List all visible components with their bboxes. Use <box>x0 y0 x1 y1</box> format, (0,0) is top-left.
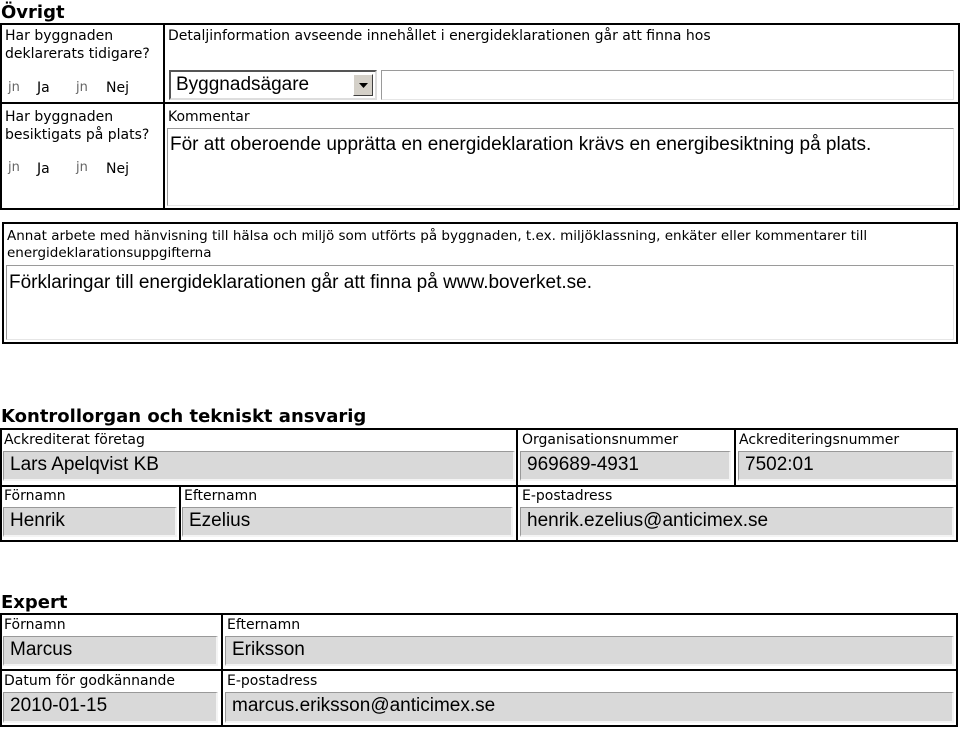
expert-firstname-label: Förnamn <box>4 617 66 633</box>
divider-horizontal <box>0 485 958 487</box>
source-select-value: Byggnadsägare <box>176 74 310 95</box>
question-declared-before-line2: deklarerats tidigare? <box>5 46 150 62</box>
other-work-text: Förklaringar till energideklarationen går att finna på www.boverket.se. <box>9 272 592 293</box>
radio-icon: jn <box>8 80 20 95</box>
firstname-label: Förnamn <box>4 488 66 504</box>
radio-inspected-no[interactable] <box>76 160 88 175</box>
expert-date-label: Datum för godkännande <box>4 673 175 689</box>
other-work-field[interactable] <box>6 265 954 340</box>
email-field[interactable]: henrik.ezelius@anticimex.se <box>520 507 954 537</box>
divider-horizontal <box>0 102 960 104</box>
chevron-down-icon <box>354 75 372 95</box>
orgnr-label: Organisationsnummer <box>522 432 679 448</box>
comment-text: För att oberoende upprätta en energideklaration krävs en energibesiktning på plats. <box>170 134 872 155</box>
section-heading-ovrigt: Övrigt <box>1 2 65 23</box>
section-heading-kontrollorgan: Kontrollorgan och tekniskt ansvarig <box>1 406 367 427</box>
divider-vertical <box>179 486 181 542</box>
divider-vertical <box>163 23 165 210</box>
radio-icon: jn <box>76 160 88 175</box>
select-dropdown-button[interactable] <box>353 74 373 96</box>
radio-icon: jn <box>8 160 20 175</box>
orgnr-field[interactable]: 969689-4931 <box>520 451 731 481</box>
expert-lastname-label: Efternamn <box>227 617 301 633</box>
radio-declared-yes-label: Ja <box>37 80 50 96</box>
comment-label: Kommentar <box>168 109 250 125</box>
radio-inspected-yes[interactable] <box>8 160 20 175</box>
company-field[interactable]: Lars Apelqvist KB <box>3 451 515 481</box>
divider-horizontal <box>0 669 958 671</box>
radio-declared-no[interactable] <box>76 80 88 95</box>
accnr-label: Ackrediteringsnummer <box>739 432 900 448</box>
lastname-field[interactable]: Ezelius <box>182 507 513 537</box>
lastname-label: Efternamn <box>184 488 258 504</box>
detail-info-label: Detaljinformation avseende innehållet i energideklarationen går att finna hos <box>168 28 711 44</box>
expert-lastname-field[interactable]: Eriksson <box>225 636 954 666</box>
section-heading-expert: Expert <box>1 592 68 613</box>
radio-inspected-no-label: Nej <box>106 161 129 177</box>
expert-firstname-field[interactable]: Marcus <box>3 636 218 666</box>
expert-date-field[interactable]: 2010-01-15 <box>3 692 218 723</box>
other-work-label: Annat arbete med hänvisning till hälsa och miljö som utförts på byggnaden, t.ex. miljöklassning, enkäter eller kommentarer till energideklarationsuppgifterna <box>7 228 868 261</box>
firstname-field[interactable]: Henrik <box>3 507 177 537</box>
company-label: Ackrediterat företag <box>4 432 145 448</box>
email-label: E-postadress <box>522 488 613 504</box>
radio-declared-yes[interactable] <box>8 80 20 95</box>
comment-field[interactable] <box>167 128 954 206</box>
expert-email-field[interactable]: marcus.eriksson@anticimex.se <box>225 692 954 723</box>
expert-email-label: E-postadress <box>227 673 318 689</box>
detail-info-field[interactable] <box>381 70 954 100</box>
question-declared-before-line1: Har byggnaden <box>5 28 114 44</box>
divider-vertical <box>734 428 736 486</box>
radio-declared-no-label: Nej <box>106 80 129 96</box>
radio-icon: jn <box>76 80 88 95</box>
source-select[interactable] <box>169 70 377 100</box>
radio-inspected-yes-label: Ja <box>37 161 50 177</box>
question-inspected-line1: Har byggnaden <box>5 109 114 125</box>
question-inspected-line2: besiktigats på plats? <box>5 127 150 143</box>
accnr-field[interactable]: 7502:01 <box>738 451 954 481</box>
